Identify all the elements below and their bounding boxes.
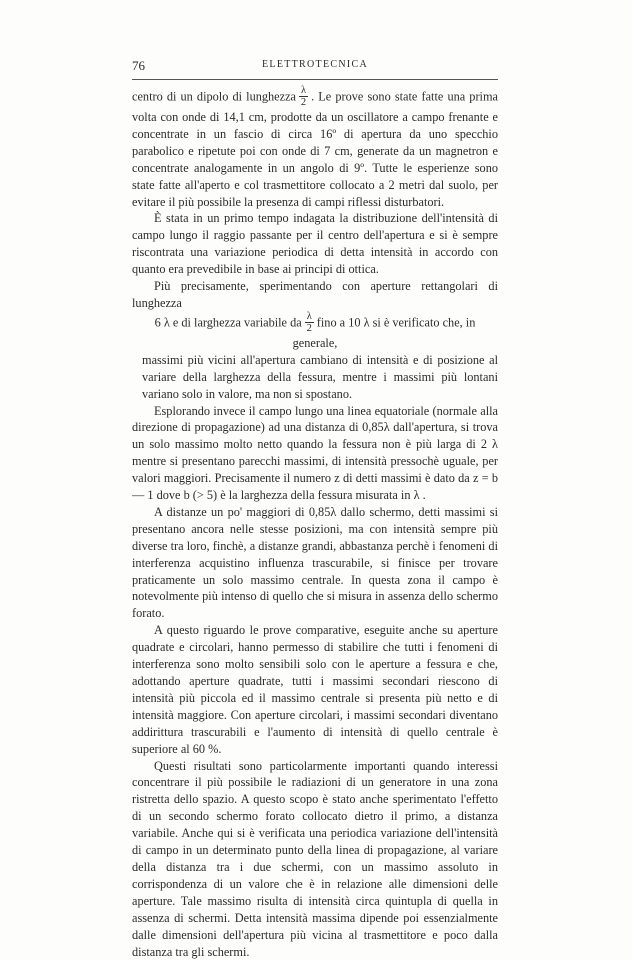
- paragraph-1-start: centro di un dipolo di lunghezza: [132, 89, 296, 104]
- paragraph-3-rest: massimi più vicini all'apertura cambiano di intensità e di posizione al variare della larghezza della fessura, mentre i massimi più lontani variano solo in valore, ma non si spostano.: [142, 352, 498, 401]
- page-header: [132, 58, 498, 74]
- header-rule: [132, 79, 498, 80]
- paragraph-1-rest: . Le prove sono state fatte una prima volta con onde di 14,1 cm, prodotte da un oscillatore a campo frenante e concentrate in un fascio di circa 16º di apertura da uno specchio parabolico e ripetute poi con onde di 7 cm, generate da un magnetron e concentrate analogamente in un angolo di 9º. Tutte le esperienze sono state fatte all'aperto e col trasmettitore collocato a 2 metri dal suolo, per evitare il più possibile la presenza di campi riflessi disturbatori.: [132, 89, 498, 209]
- fraction-lambda-half-2: [305, 311, 314, 334]
- paragraph-5: A distanze un po' maggiori di 0,85λ dallo schermo, detti massimi si presentano ancora nelle stesse posizioni, ma con intensità sempre più diverse tra loro, finchè, a distanze grandi, abbastanza perchè i fenomeni di interferenza acquistino influenza trascurabile, si finisce per trovare praticamente un solo massimo centrale. In questa zona il campo è notevolmente più intenso di quello che si misura in assenza dello schermo forato.: [132, 504, 498, 621]
- paragraph-3-eq-end: fino a 10 λ si è verificato che, in generale,: [292, 315, 476, 350]
- page-number: 76: [132, 58, 145, 73]
- fraction-numerator: λ: [306, 310, 312, 322]
- paragraph-3-equation-line: [132, 312, 498, 352]
- fraction-lambda-half: [299, 85, 308, 108]
- paragraph-3: [132, 278, 498, 312]
- paragraph-6: A questo riguardo le prove comparative, eseguite anche su aperture quadrate e circolari, hanno permesso di stabilire che tutti i fenomeni di interferenza sono molto sensibili solo con le aperture a fessura e che, adottando aperture quadrate, tutti i massimi secondari riescono di intensità più piccola ed il massimo centrale si presenta più netto e di intensità maggiore. Con aperture circolari, i massimi secondari diventano addirittura trascurabili e l'aumento di intensità di quello centrale è superiore al 60 %.: [132, 623, 498, 756]
- paragraph-3-eq-start: 6 λ e di larghezza variabile da: [154, 315, 302, 330]
- paragraph-7: Questi risultati sono particolarmente importanti quando interessi concentrare il più possibile le radiazioni di un generatore in una zona ristretta dello spazio. A questo scopo è stato anche sperimentato l'effetto di un secondo schermo forato collocato dietro il primo, a distanza variabile. Anche qui si è verificata una periodica variazione dell'intensità di campo in un determinato punto della linea di propagazione, al variare della distanza tra i due schermi, con un massimo assoluto in corrispondenza di un valore che è in relazione alle dimensioni delle aperture. Tale massimo risulta di intensità circa quintupla di quella in assenza di schermi. Detta intensità massima dipende poi essenzialmente dalle dimensioni dell'apertura più vicina al trasmettitore e poco dalla distanza tra gli schermi.: [132, 758, 498, 959]
- body-text: [132, 86, 498, 960]
- paragraph-3-start: Più precisamente, sperimentando con aperture rettangolari di lunghezza: [132, 279, 498, 310]
- fraction-numerator: λ: [301, 85, 307, 96]
- fraction-denominator: 2: [306, 322, 312, 334]
- paragraph-1: [132, 86, 498, 210]
- fraction-denominator: 2: [300, 97, 307, 108]
- paragraph-2: È stata in un primo tempo indagata la distribuzione dell'intensità di campo lungo il raggio passante per il centro dell'apertura e si è sempre riscontrata una variazione periodica di detta intensità in accordo con quanto era prevedibile in base ai principi di ottica.: [132, 211, 498, 277]
- paragraph-4: Esplorando invece il campo lungo una linea equatoriale (normale alla direzione di propagazione) ad una distanza di 0,85λ dall'apertura, si trova un solo massimo molto netto quando la fessura non è più larga di 2 λ mentre si presentano parecchi massimi, di intensità pressochè uguale, per valori maggiori. Precisamente il numero z di detti massimi è dato da z = b — 1 dove b (> 5) è la larghezza della fessura misurata in λ .: [132, 403, 498, 503]
- running-title: ELETTROTECNICA: [262, 59, 368, 70]
